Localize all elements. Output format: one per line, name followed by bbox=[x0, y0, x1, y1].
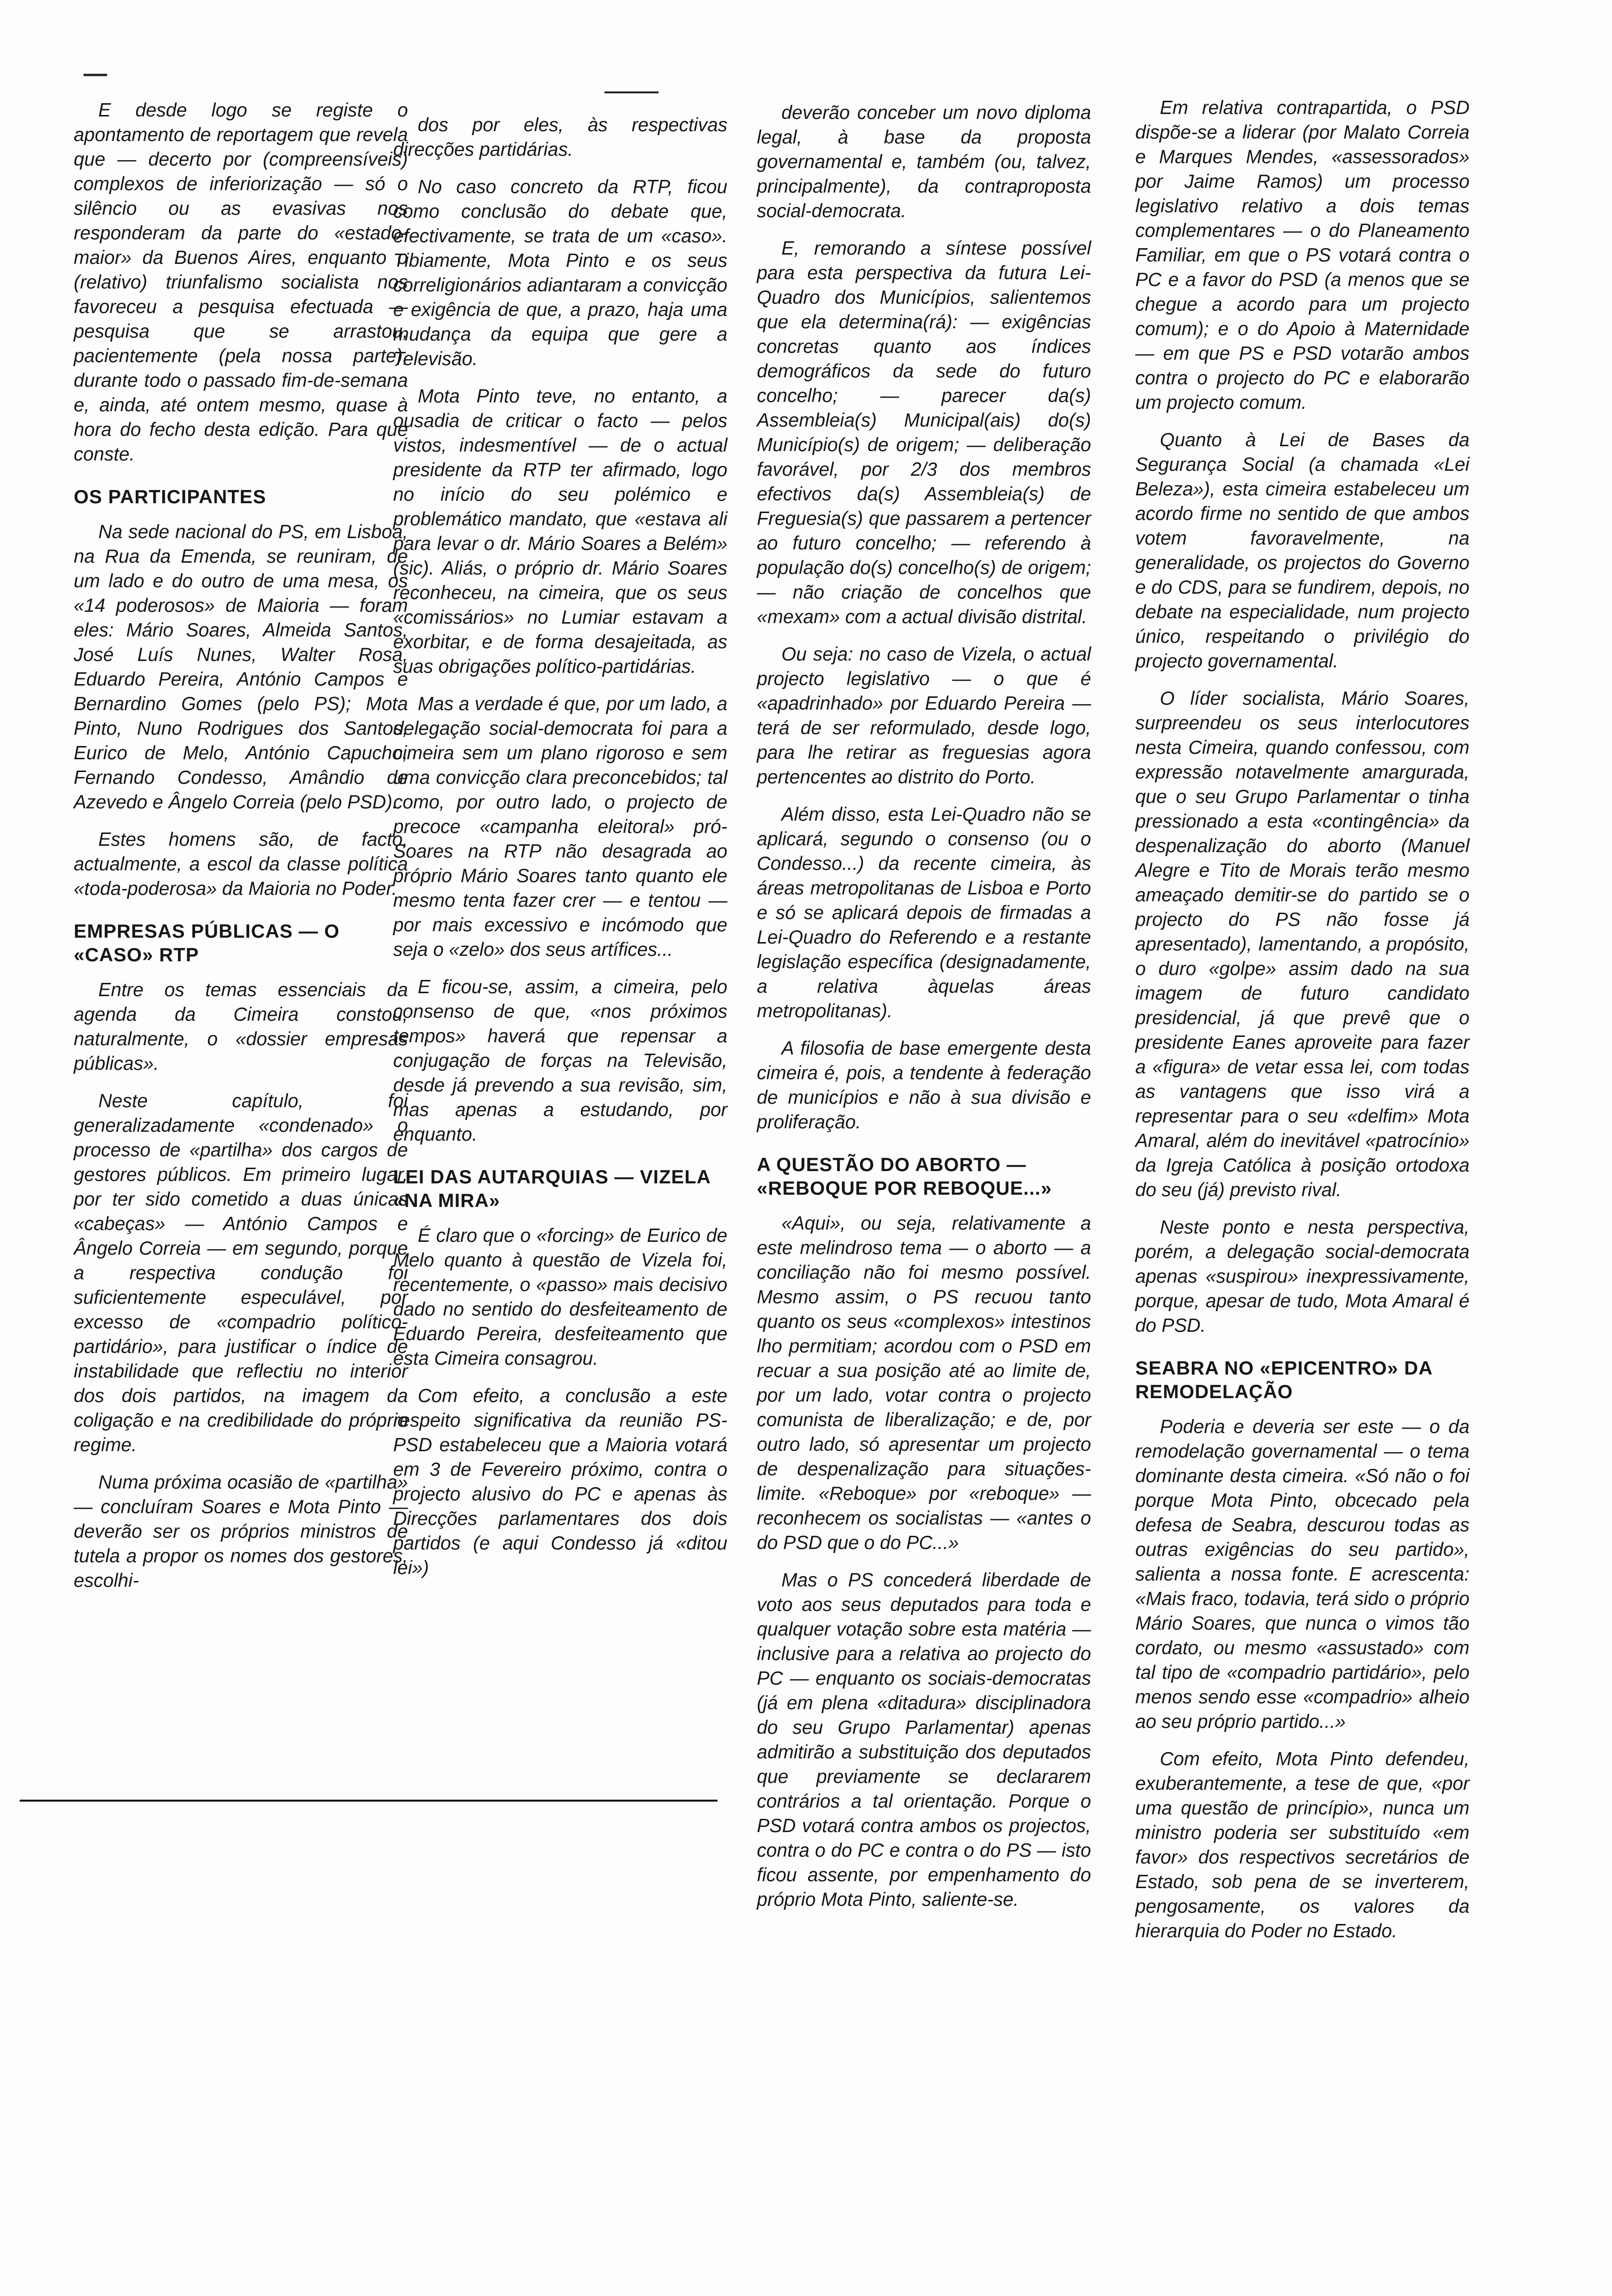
article-paragraph: Mota Pinto teve, no entanto, a ousadia de criticar o facto — pelos vistos, indesmentível — de o actual presidente da RTP ter afirmado, logo no início do seu polémico e problemático mandato, que «estava ali para levar o dr. Mário Soares a Belém» (sic). Aliás, o próprio dr. Mário Soares reconheceu, na cimeira, que os seus «comissários» no Lumiar estavam a exorbitar, e de forma desajeitada, as suas obrigações político-partidárias. bbox=[393, 386, 727, 677]
section-heading: EMPRESAS PÚBLICAS — O «CASO» RTP bbox=[74, 921, 340, 966]
article-paragraph: Neste capítulo, foi generalizadamente «condenado» o processo de «partilha» dos cargos de gestores públicos. Em primeiro lugar, por ter sido cometido a duas únicas «cabeças» — António Campos e Ângelo Correia — em segundo, porque a respectiva condução foi suficientemente especulável, por excesso de «compadrio político-partidário», para justificar o índice de instabilidade que reflectiu no interior dos dois partidos, na imagem da coligação e na credibilidade do próprio regime. bbox=[74, 1091, 408, 1456]
article-column-4 bbox=[1135, 96, 1469, 1944]
article-column-1 bbox=[74, 98, 408, 1593]
section-heading: LEI DAS AUTARQUIAS — VIZELA «NA MIRA» bbox=[393, 1167, 711, 1211]
article-paragraph: Com efeito, a conclusão a este respeito significativa da reunião PS-PSD estabeleceu que a Maioria votará em 3 de Fevereiro próximo, contra o projecto alusivo do PC e apenas às Direcções parlamentares dos dois partidos (e aqui Condesso já «ditou lei») bbox=[393, 1385, 727, 1578]
article-paragraph: deverão conceber um novo diploma legal, à base da proposta governamental e, também (ou, talvez, principalmente), da contraproposta social-democrata. bbox=[757, 102, 1091, 222]
article-paragraph: É claro que o «forcing» de Eurico de Melo quanto à questão de Vizela foi, recentemente, o «passo» mais decisivo dado no sentido do desfeiteamento de Eduardo Pereira, desfeiteamento que esta Cimeira consagrou. bbox=[393, 1225, 727, 1369]
article-paragraph: Estes homens são, de facto, actualmente, a escol da classe política «toda-poderosa» da Maioria no Poder. bbox=[74, 829, 408, 899]
column-bottom-rule bbox=[20, 1800, 718, 1802]
section-heading: SEABRA NO «EPICENTRO» DA REMODELAÇÃO bbox=[1135, 1358, 1433, 1403]
print-speck bbox=[604, 91, 659, 93]
article-paragraph: Entre os temas essenciais da agenda da Cimeira constou, naturalmente, o «dossier empresas públicas». bbox=[74, 979, 408, 1074]
article-paragraph: O líder socialista, Mário Soares, surpreendeu os seus interlocutores nesta Cimeira, quando confessou, com expressão notavelmente amargurada, que o seu Grupo Parlamentar o tinha pressionado a esta «contingência» da despenalização do aborto (Manuel Alegre e Tito de Morais terão mesmo ameaçado demitir-se do partido se o projecto do PS não fosse já apresentado), lamentando, a propósito, o duro «golpe» assim dado na sua imagem de futuro candidato presidencial, já que prevê que o presidente Eanes aproveite para fazer a «figura» de vetar essa lei, com todas as vantagens que isso virá a representar para o seu «delfim» Mota Amaral, além do inevitável «patrocínio» da Igreja Católica à posição ortodoxa do seu (já) previsto rival. bbox=[1135, 688, 1469, 1201]
article-paragraph: A filosofia de base emergente desta cimeira é, pois, a tendente à federação de municípios e não à sua divisão e proliferação. bbox=[757, 1038, 1091, 1133]
article-paragraph: Na sede nacional do PS, em Lisboa, na Rua da Emenda, se reuniram, de um lado e do outro de uma mesa, os «14 poderosos» de Maioria — foram eles: Mário Soares, Almeida Santos, José Luís Nunes, Walter Rosa, Eduardo Pereira, António Campos e Bernardino Gomes (pelo PS); Mota Pinto, Nuno Rodrigues dos Santos, Eurico de Melo, António Capucho, Fernando Condesso, Amândio de Azevedo e Ângelo Correia (pelo PSD). bbox=[74, 521, 408, 813]
article-paragraph: Neste ponto e nesta perspectiva, porém, a delegação social-democrata apenas «suspirou» inexpressivamente, porque, apesar de tudo, Mota Amaral é do PSD. bbox=[1135, 1217, 1469, 1336]
article-paragraph: E desde logo se registe o apontamento de reportagem que revela que — decerto por (compreensíveis) complexos de inferiorização — só o silêncio ou as evasivas nos responderam da parte do «estado-maior» da Buenos Aires, enquanto o (relativo) triunfalismo socialista nos favoreceu a pesquisa efectuada — pesquisa que se arrastou, pacientemente (pela nossa parte), durante todo o passado fim-de-semana e, ainda, até ontem mesmo, quase à hora do fecho desta edição. Para que conste. bbox=[74, 100, 408, 465]
section-heading: A QUESTÃO DO ABORTO — «REBOQUE POR REBOQUE...» bbox=[757, 1154, 1052, 1199]
article-paragraph: dos por eles, às respectivas direcções partidárias. bbox=[393, 115, 727, 160]
section-heading: OS PARTICIPANTES bbox=[74, 487, 266, 508]
article-paragraph: Mas a verdade é que, por um lado, a delegação social-democrata foi para a cimeira sem um plano rigoroso e sem uma convicção clara preconcebidos; tal como, por outro lado, o projecto de precoce «campanha eleitoral» pró-Soares na RTP não desagrada ao próprio Mário Soares tanto quanto ele mesmo tenta fazer crer — e tentou — por mais excessivo e incómodo que seja o «zelo» dos seus artífices... bbox=[393, 693, 727, 960]
article-paragraph: Além disso, esta Lei-Quadro não se aplicará, segundo o consenso (ou o Condesso...) da recente cimeira, às áreas metropolitanas de Lisboa e Porto e só se aplicará depois de firmadas a Lei-Quadro do Referendo e a restante legislação específica (designadamente, a relativa àquelas áreas metropolitanas). bbox=[757, 804, 1091, 1022]
article-paragraph: E ficou-se, assim, a cimeira, pelo consenso de que, «nos próximos tempos» haverá que repensar a conjugação de forças na Televisão, desde já prevendo a sua revisão, sim, mas apenas a estudando, por enquanto. bbox=[393, 976, 727, 1145]
article-paragraph: No caso concreto da RTP, ficou como conclusão do debate que, efectivamente, se trata de um «caso». Tibiamente, Mota Pinto e os seus correligionários adiantaram a convicção e exigência de que, a prazo, haja uma mudança da equipa que gere a Televisão. bbox=[393, 176, 727, 370]
article-paragraph: Poderia e deveria ser este — o da remodelação governamental — o tema dominante desta cimeira. «Só não o foi porque Mota Pinto, obcecado pela defesa de Seabra, descurou todas as outras exigências do seu partido», salienta a nossa fonte. E acrescenta: «Mais fraco, todavia, terá sido o próprio Mário Soares, que nunca o vimos tão cordato, ou mesmo «assustado» com tal tipo de «compadrio partidário», pelo menos sendo esse «compadrio» alheio ao seu próprio partido...» bbox=[1135, 1416, 1469, 1732]
article-paragraph: Mas o PS concederá liberdade de voto aos seus deputados para toda e qualquer votação sobre esta matéria — inclusive para a relativa ao projecto do PC — enquanto os sociais-democratas (já em plena «ditadura» disciplinadora do seu Grupo Parlamentar) apenas admitirão a substituição dos deputados que previamente se declararem contrários a tal orientação. Porque o PSD votará contra ambos os projectos, contra o do PC e contra o do PS — isto ficou assente, por empenhamento do próprio Mota Pinto, saliente-se. bbox=[757, 1570, 1091, 1910]
article-paragraph: Com efeito, Mota Pinto defendeu, exuberantemente, a tese de que, «por uma questão de princípio», nunca um ministro poderia ser substituído «em favor» dos respectivos secretários de Estado, sob pena de se inverterem, pengosamente, os valores da hierarquia do Poder no Estado. bbox=[1135, 1749, 1469, 1942]
article-paragraph: Numa próxima ocasião de «partilha» — concluíram Soares e Mota Pinto — deverão ser os próprios ministros de tutela a propor os nomes dos gestores, escolhi- bbox=[74, 1472, 408, 1591]
article-paragraph: Ou seja: no caso de Vizela, o actual projecto legislativo — o que é «apadrinhado» por Eduardo Pereira — terá de ser reformulado, desde logo, para lhe retirar as freguesias agora pertencentes ao distrito do Porto. bbox=[757, 644, 1091, 788]
article-column-2 bbox=[393, 113, 727, 1580]
article-column-3 bbox=[757, 101, 1091, 1912]
article-paragraph: E, remorando a síntese possível para esta perspectiva da futura Lei-Quadro dos Municípios, salientemos que ela determina(rá): — exigências concretas quanto aos índices demográficos da sede do futuro concelho; — parecer da(s) Assembleia(s) Municipal(ais) do(s) Município(s) de origem; — deliberação favorável, por 2/3 dos membros efectivos da(s) Assembleia(s) de Freguesia(s) que passarem a pertencer ao futuro concelho; — referendo à população do(s) concelho(s) de origem; — não criação de concelhos que «mexam» com a actual divisão distrital. bbox=[757, 238, 1091, 628]
article-paragraph: Quanto à Lei de Bases da Segurança Social (a chamada «Lei Beleza»), esta cimeira estabeleceu um acordo firme no sentido de que ambos votem favoravelmente, na generalidade, os projectos do Governo e do CDS, para se fundirem, depois, no debate na especialidade, num projecto único, respeitando o privilégio do projecto governamental. bbox=[1135, 430, 1469, 672]
article-paragraph: Em relativa contrapartida, o PSD dispõe-se a liderar (por Malato Correia e Marques Mendes, «assessorados» por Jaime Ramos) um processo legislativo relativo a dois temas complementares — o do Planeamento Familiar, em que o PS votará contra o PC e a favor do PSD (a menos que se chegue a acordo para um projecto comum); e o do Apoio à Maternidade — em que PS e PSD votarão ambos contra o projecto do PC e elaborarão um projecto comum. bbox=[1135, 97, 1469, 413]
print-speck bbox=[84, 74, 107, 76]
article-paragraph: «Aqui», ou seja, relativamente a este melindroso tema — o aborto — a conciliação não foi mesmo possível. Mesmo assim, o PS recuou tanto quanto os seus «complexos» intestinos lho permitiam; acordou com o PSD em recuar a sua posição até ao limite de, por um lado, votar contra o projecto comunista de liberalização; e de, por outro lado, só apresentar um projecto de despenalização para situações-limite. «Reboque» por «reboque» — reconhecem os socialistas — «antes o do PSD que o do PC...» bbox=[757, 1213, 1091, 1553]
